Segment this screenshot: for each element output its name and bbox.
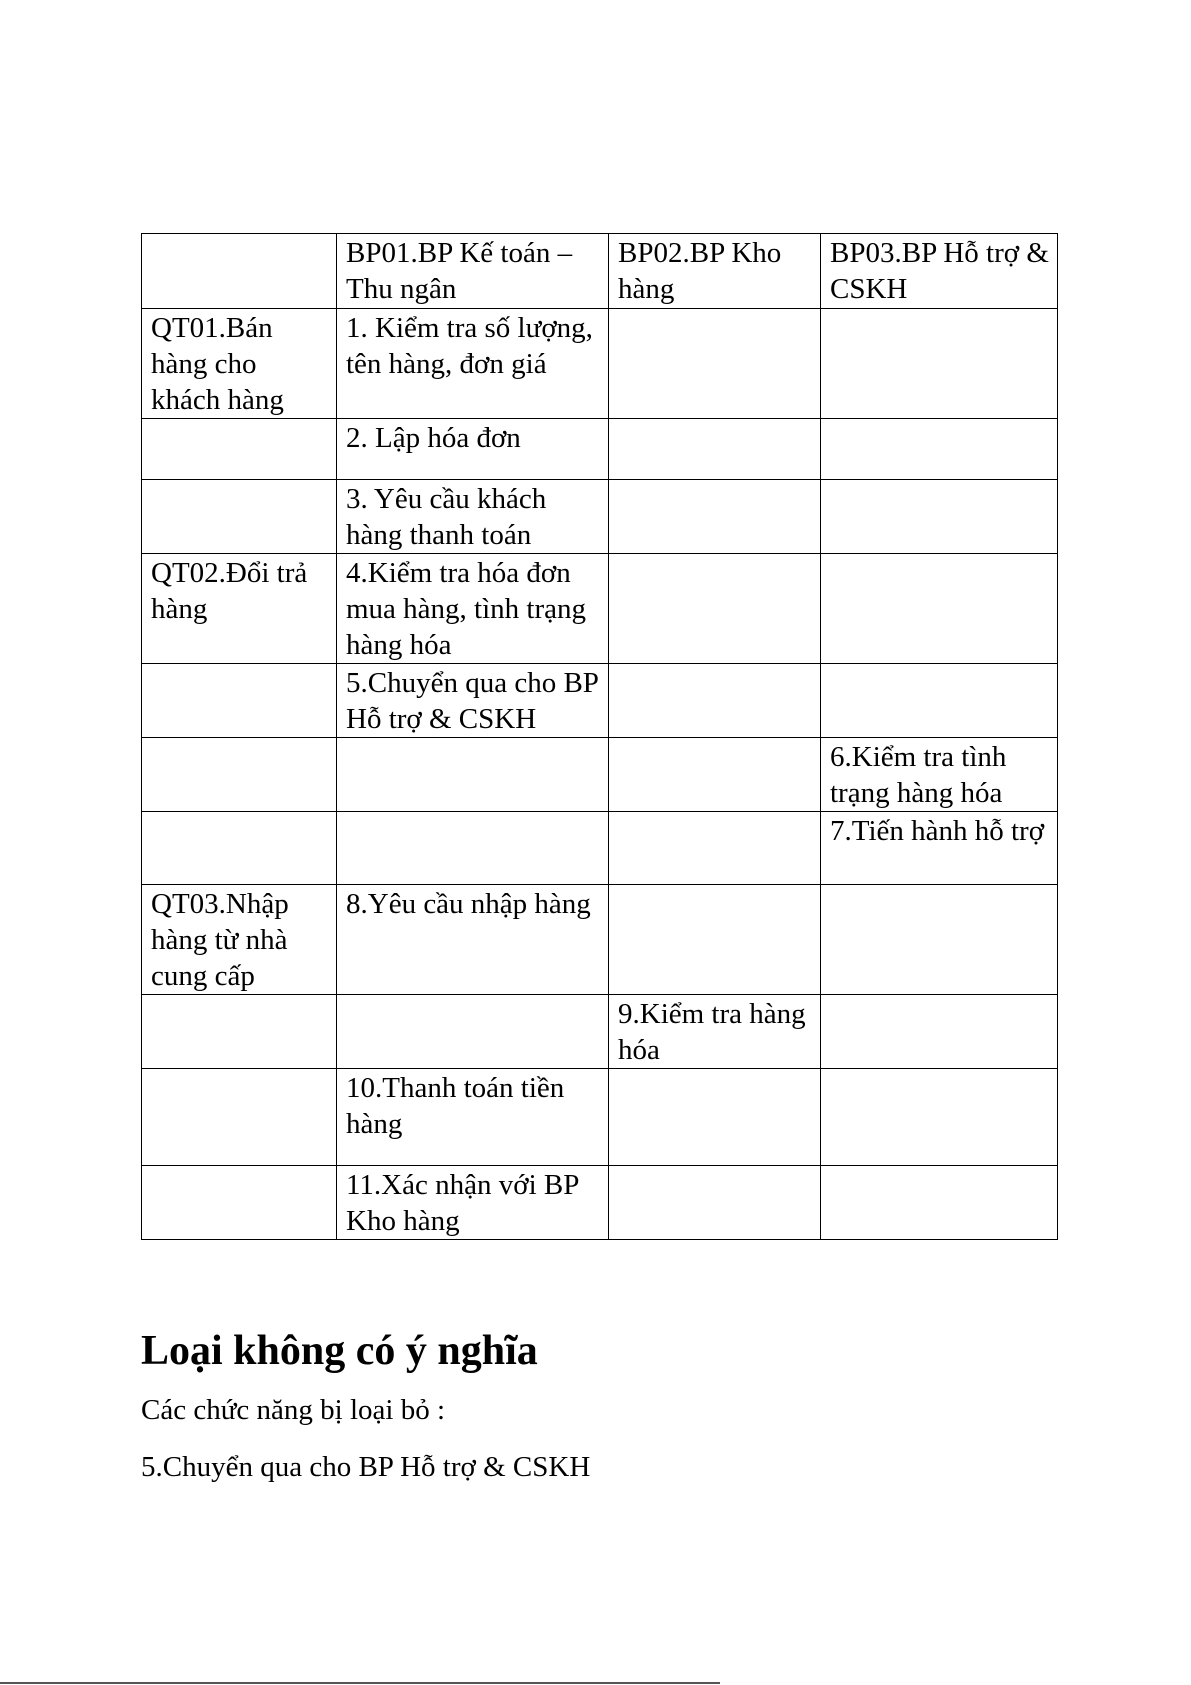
section-intro: Các chức năng bị loại bỏ : [141,1394,446,1426]
table-row [142,738,1058,812]
table-cell [821,1069,1058,1166]
table-cell: 11.Xác nhận với BP Kho hàng [337,1166,609,1240]
table-cell: 7.Tiến hành hỗ trợ [821,812,1058,885]
table-cell: 2. Lập hóa đơn [337,419,609,480]
section-heading: Loại không có ý nghĩa [141,1328,538,1374]
table-cell [142,480,337,554]
table-cell [821,419,1058,480]
table-row [142,812,1058,885]
removed-function-item: 5.Chuyển qua cho BP Hỗ trợ & CSKH [141,1451,591,1483]
table-cell: QT03.Nhập hàng từ nhà cung cấp [142,885,337,995]
header-cell [142,234,337,309]
table-row [142,554,1058,664]
header-cell: BP02.BP Kho hàng [609,234,821,309]
table-cell: 1. Kiểm tra số lượng, tên hàng, đơn giá [337,309,609,419]
table-row [142,664,1058,738]
page-bottom-divider [0,1682,720,1684]
table-cell [609,309,821,419]
table-cell [337,995,609,1069]
table-cell [821,1166,1058,1240]
table-row [142,885,1058,995]
table-cell [609,1069,821,1166]
table-cell [609,812,821,885]
table-cell: 6.Kiểm tra tình trạng hàng hóa [821,738,1058,812]
table-cell [821,309,1058,419]
table-row [142,1166,1058,1240]
table-cell: 8.Yêu cầu nhập hàng [337,885,609,995]
table-cell: 3. Yêu cầu khách hàng thanh toán [337,480,609,554]
table-cell [337,738,609,812]
table-row [142,1069,1058,1166]
table-cell [142,738,337,812]
process-table [141,233,1058,1240]
table-row [142,419,1058,480]
table-cell [609,480,821,554]
table-cell [142,1069,337,1166]
table-row [142,309,1058,419]
table-cell: 4.Kiểm tra hóa đơn mua hàng, tình trạng hàng hóa [337,554,609,664]
table-cell [142,1166,337,1240]
table-cell [142,419,337,480]
table-header-row [142,234,1058,309]
table-cell [609,664,821,738]
table-cell [142,664,337,738]
table-cell: 9.Kiểm tra hàng hóa [609,995,821,1069]
table-cell [609,554,821,664]
table-row [142,480,1058,554]
table-cell [609,885,821,995]
header-cell: BP03.BP Hỗ trợ & CSKH [821,234,1058,309]
table-cell: 5.Chuyển qua cho BP Hỗ trợ & CSKH [337,664,609,738]
table-row [142,995,1058,1069]
table-cell [821,885,1058,995]
table-cell [821,995,1058,1069]
table-cell [609,738,821,812]
table-cell: 10.Thanh toán tiền hàng [337,1069,609,1166]
table-cell [821,664,1058,738]
table-cell: QT01.Bán hàng cho khách hàng [142,309,337,419]
table-cell [142,812,337,885]
table-cell [609,419,821,480]
table-cell [821,480,1058,554]
table-cell [142,995,337,1069]
header-cell: BP01.BP Kế toán – Thu ngân [337,234,609,309]
table-cell [337,812,609,885]
table-cell [821,554,1058,664]
table-cell: QT02.Đổi trả hàng [142,554,337,664]
table-cell [609,1166,821,1240]
